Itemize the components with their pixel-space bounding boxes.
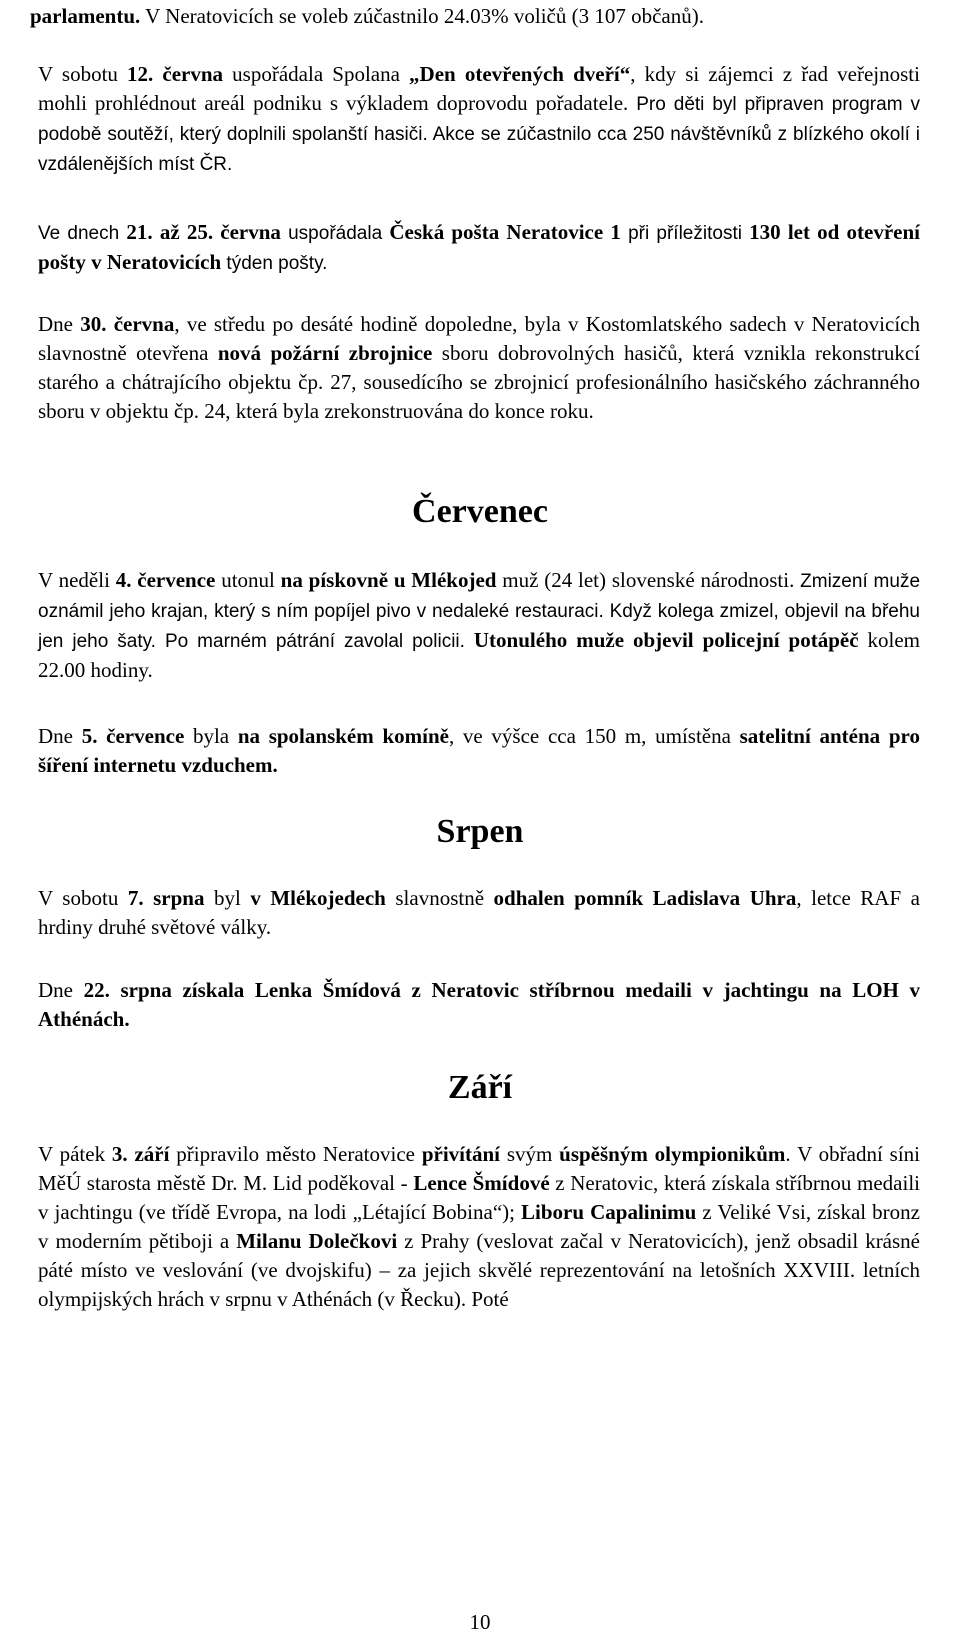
paragraph-post-office-week: Ve dnech 21. až 25. června uspořádala Česká pošta Neratovice 1 při příležitosti 130 let od otevření pošty v Neratovicích týden pošty. [38, 220, 921, 274]
section-heading-july: Červenec [412, 493, 548, 530]
paragraph-silver-medal: Dne 22. srpna získala Lenka Šmídová z Neratovic stříbrnou medaili v jachtingu na LOH v Athénách. [38, 978, 920, 1031]
paragraph-satellite-antenna: Dne 5. července byla na spolanském komíně, ve výšce cca 150 m, umístěna satelitní anténa pro šíření internetu vzduchem. [38, 724, 920, 777]
paragraph-olympians: V pátek 3. září připravilo město Neratovice přivítání svým úspěšným olympionikům. V obřadní síni MěÚ starosta městě Dr. M. Lid poděkoval - Lence Šmídové z Neratovic, která získala stříbrnou medaili v jachtingu (ve třídě Evropa, na lodi „Létající Bobina“); Liboru Capalinimu z Veliké Vsi, získal bronz v moderním pětiboji a Milanu Dolečkovi z Prahy (veslovat začal v Neratovicích), jenž obsadil krásné páté místo ve veslování (ve dvojskifu) – za jejich skvělé reprezentování na letošních XXVIII. letních olympijských hrách v srpnu v Athénách (v Řecku). Poté [38, 1142, 921, 1311]
section-heading-august: Srpen [436, 813, 524, 850]
paragraph-drowning: V neděli 4. července utonul na pískovně u Mlékojed muž (24 let) slovenské národnosti. Zmizení muže oznámil jeho krajan, který s ním popíjel pivo v nedaleké restauraci. Když kolega zmizel, objevil na břehu jen jeho šaty. Po marném pátrání zavolal policii. Utonulého muže objevil policejní potápěč kolem 22.00 hodiny. [38, 568, 921, 682]
paragraph-spolana-open-day: V sobotu 12. června uspořádala Spolana „Den otevřených dveří“, kdy si zájemci z řad veřejnosti mohli prohlédnout areál podniku s výkladem doprovodu pořadatele. Pro děti byl připraven program v podobě soutěží, který doplnili spolanští hasiči. Akce se zúčastnilo cca 250 návštěvníků z blízkého okolí i vzdálenějších míst ČR. [38, 62, 920, 175]
paragraph-parliament-turnout: parlamentu. V Neratovicích se voleb zúčastnilo 24.03% voličů (3 107 občanů). [30, 4, 704, 28]
paragraph-memorial: V sobotu 7. srpna byl v Mlékojedech slavnostně odhalen pomník Ladislava Uhra, letce RAF a hrdiny druhé světové války. [38, 886, 920, 939]
page-number: 10 [469, 1610, 491, 1634]
paragraph-fire-station: Dne 30. června, ve středu po desáté hodině dopoledne, byla v Kostomlatského sadech v Neratovicích slavnostně otevřena nová požární zbrojnice sboru dobrovolných hasičů, která vznikla rekonstrukcí starého a chátrajícího objektu čp. 27, sousedícího se zbrojnicí profesionálního hasičského záchranného sboru v objektu čp. 24, která byla zrekonstruována do konce roku. [38, 312, 920, 423]
section-heading-september: Září [447, 1069, 513, 1106]
